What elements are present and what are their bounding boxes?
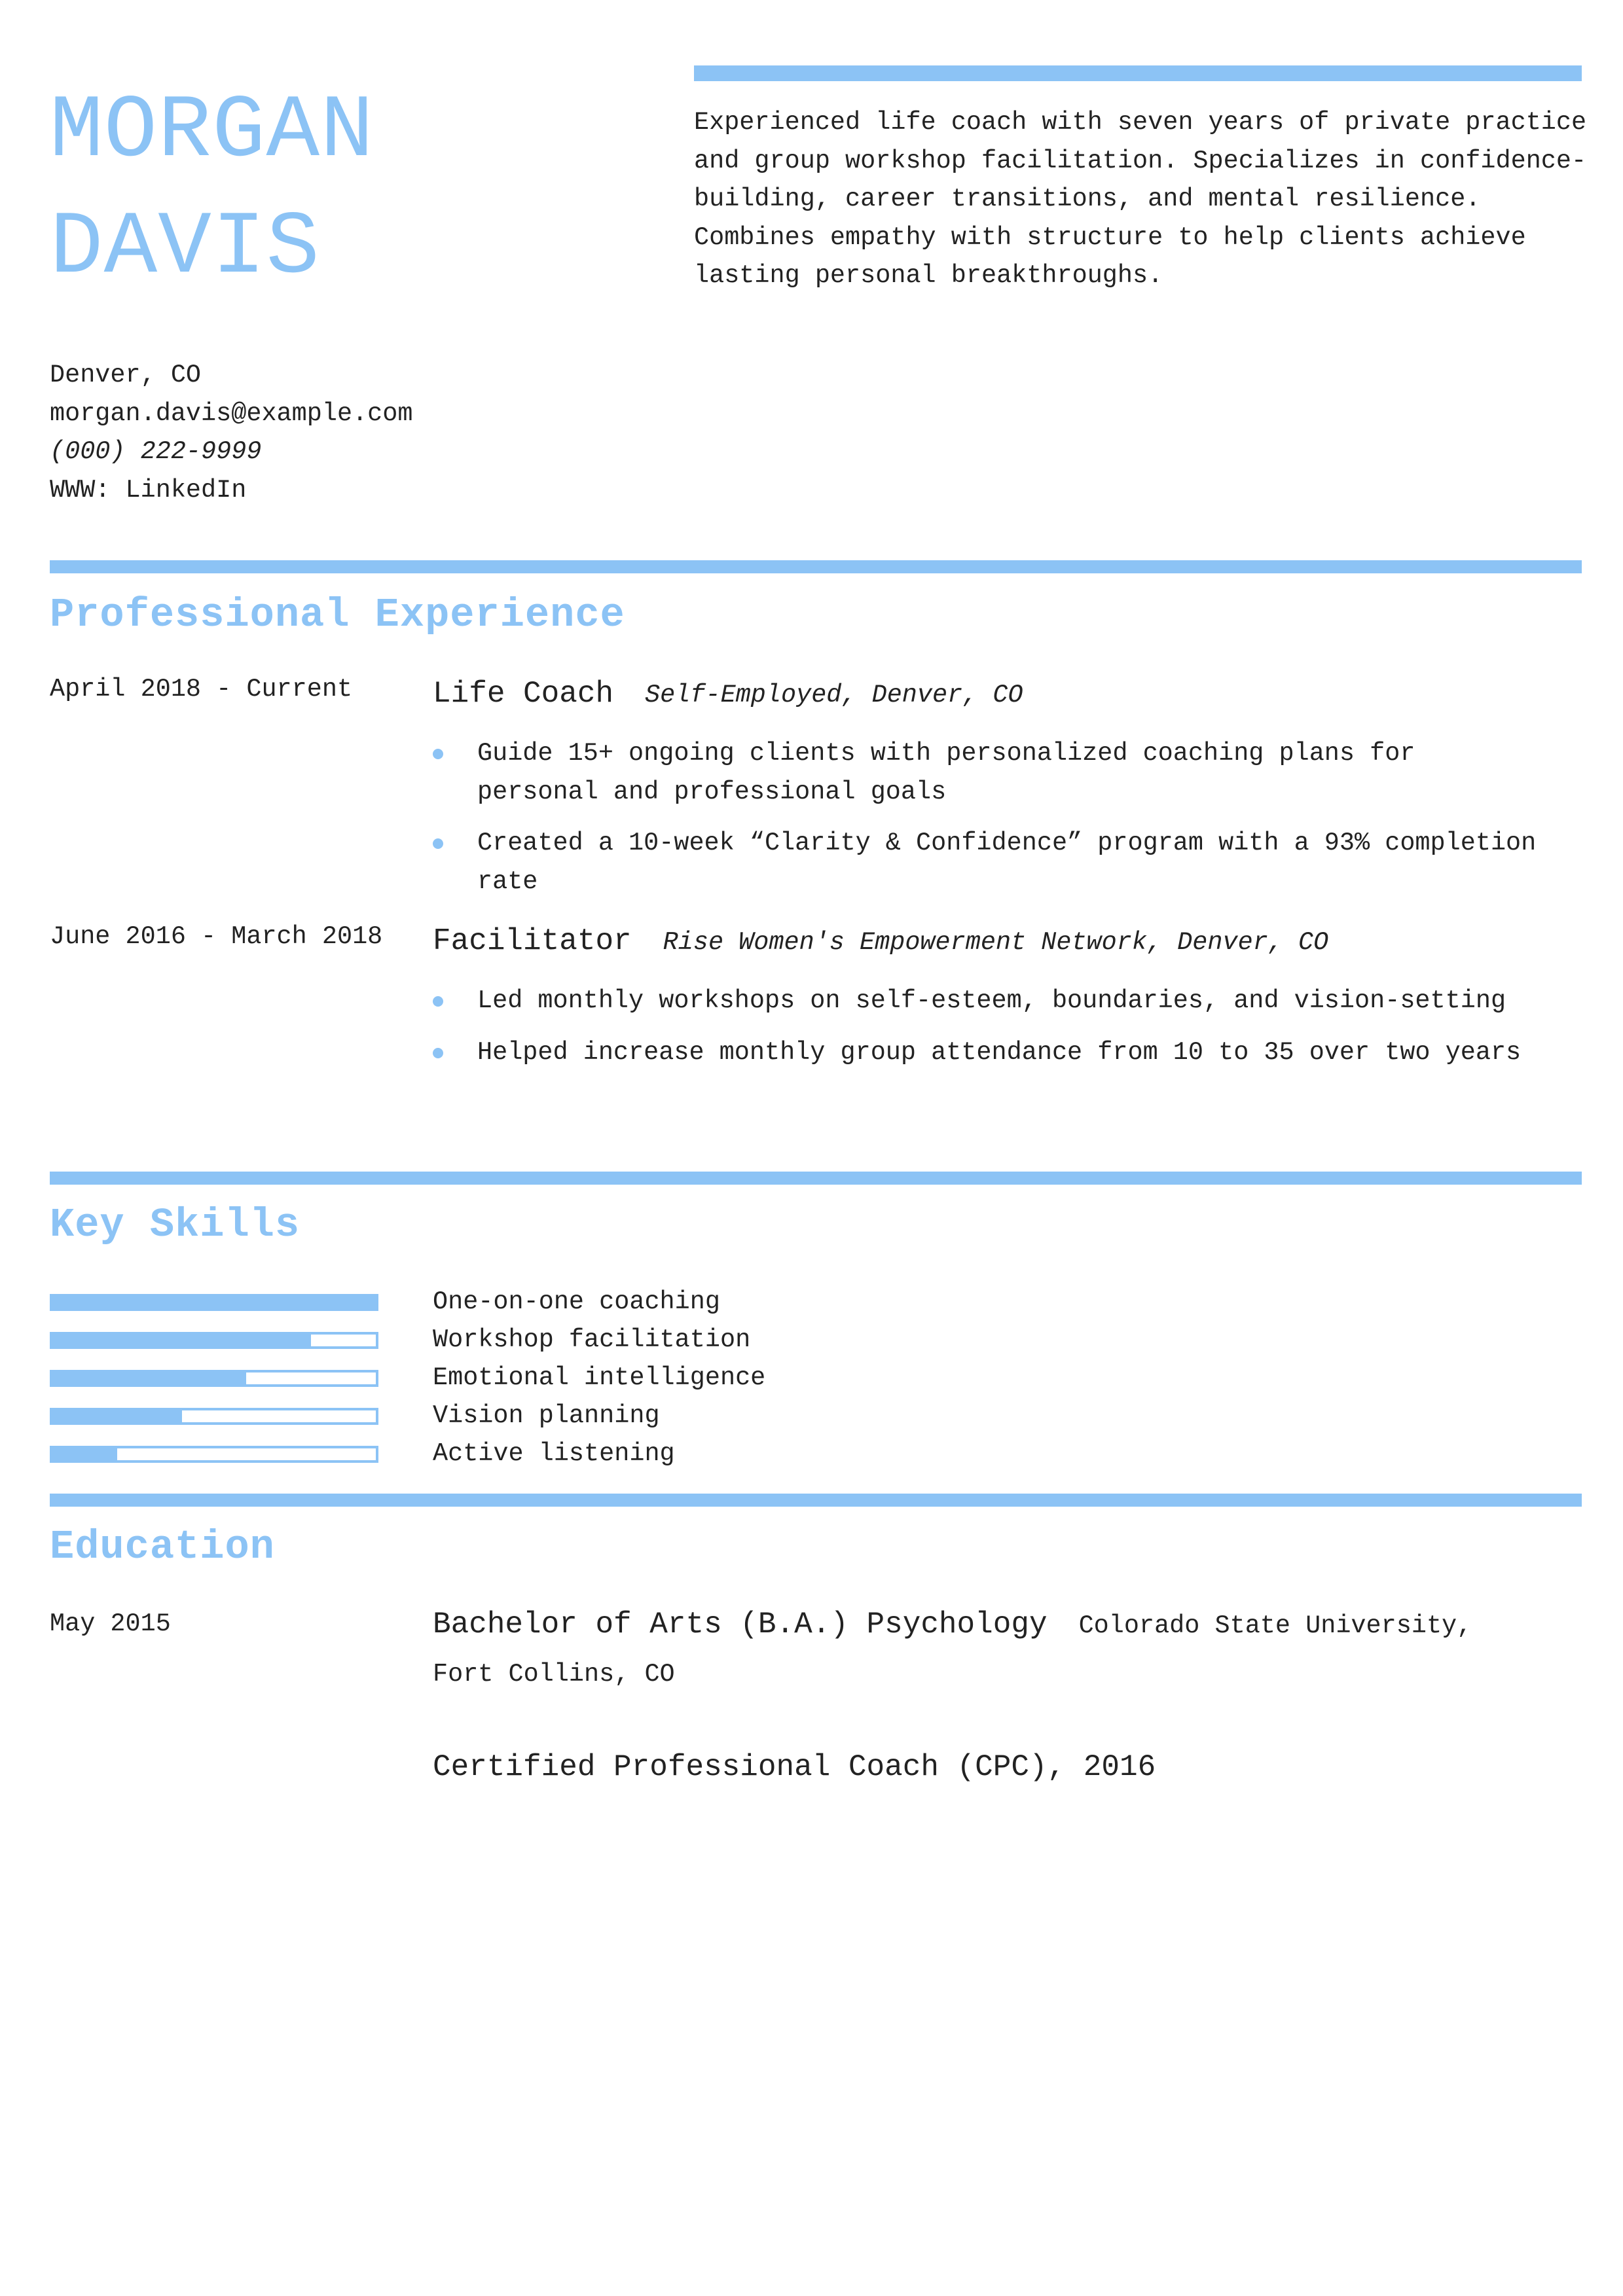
job-bullet: Led monthly workshops on self-esteem, boundaries, and vision-setting (433, 982, 1546, 1020)
header-accent-bar (694, 65, 1582, 81)
skill-row (50, 1283, 966, 1321)
skill-level-fill (52, 1448, 117, 1460)
job-bullet: Created a 10-week “Clarity & Confidence” program with a 93% completion rate (433, 824, 1546, 901)
job-dates: June 2016 - March 2018 (50, 922, 383, 951)
contact-block (50, 356, 413, 509)
contact-website[interactable]: WWW: LinkedIn (50, 475, 247, 505)
job-bullets (433, 734, 1546, 914)
candidate-name (50, 73, 639, 306)
skill-level-bar (50, 1408, 378, 1425)
job-bullets (433, 982, 1546, 1085)
skill-row (50, 1435, 966, 1473)
degree: Bachelor of Arts (B.A.) Psychology (433, 1607, 1048, 1641)
skill-level-bar (50, 1294, 378, 1311)
skill-level-bar (50, 1332, 378, 1349)
section-divider-experience (50, 560, 1582, 573)
skill-level-bar (50, 1446, 378, 1463)
school-location: Fort Collins, CO (433, 1660, 675, 1689)
certification: Certified Professional Coach (CPC), 2016 (433, 1750, 1156, 1784)
contact-location: Denver, CO (50, 361, 202, 389)
skill-label: Vision planning (433, 1401, 660, 1430)
skill-level-fill (52, 1372, 246, 1384)
skill-label: Active listening (433, 1439, 675, 1468)
contact-email[interactable]: morgan.davis@example.com (50, 399, 413, 428)
job-heading (433, 922, 1328, 961)
education-entry (433, 1600, 1585, 1699)
school-name: Colorado State University, (1078, 1611, 1472, 1640)
skill-row (50, 1321, 966, 1359)
job-bullet: Helped increase monthly group attendance from 10 to 35 over two years (433, 1033, 1546, 1072)
section-divider-education (50, 1494, 1582, 1507)
job-bullet: Guide 15+ ongoing clients with personalized coaching plans for personal and professional goals (433, 734, 1546, 811)
job-organization: Self-Employed, Denver, CO (645, 681, 1023, 709)
job-organization: Rise Women's Empowerment Network, Denver, CO (663, 928, 1329, 957)
skill-level-fill (52, 1410, 182, 1422)
job-dates: April 2018 - Current (50, 675, 353, 704)
education-date: May 2015 (50, 1609, 171, 1638)
section-title-education: Education (50, 1524, 275, 1570)
skill-row (50, 1359, 966, 1397)
job-heading (433, 674, 1023, 713)
section-title-skills: Key Skills (50, 1202, 301, 1248)
skill-level-fill (52, 1335, 311, 1346)
skill-level-fill (52, 1297, 376, 1308)
profile-summary: Experienced life coach with seven years of private practice and group workshop facilitation. Specializes in confidence-building, career transitions, and mental resilience. Combines empathy with structure to help clients achieve lasting personal breakthroughs. (694, 108, 1587, 290)
skill-level-bar (50, 1370, 378, 1387)
section-title-experience: Professional Experience (50, 592, 625, 638)
skill-label: Emotional intelligence (433, 1363, 766, 1392)
skill-label: Workshop facilitation (433, 1325, 751, 1354)
name-first: MORGAN (50, 81, 374, 182)
section-divider-skills (50, 1172, 1582, 1185)
name-last: DAVIS (50, 198, 321, 298)
contact-phone: (000) 222-9999 (50, 437, 262, 466)
skill-row (50, 1397, 966, 1435)
skill-label: One-on-one coaching (433, 1287, 720, 1316)
job-title: Life Coach (433, 677, 614, 711)
job-title: Facilitator (433, 924, 632, 958)
